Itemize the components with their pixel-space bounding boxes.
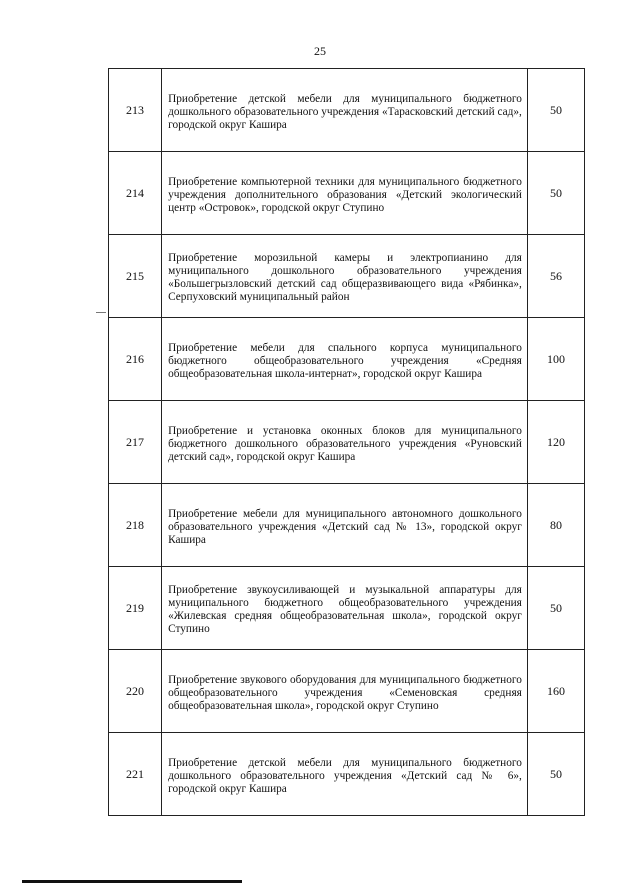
row-number: 216: [109, 318, 162, 401]
row-amount: 120: [527, 401, 584, 484]
row-number: 213: [109, 69, 162, 152]
table-row: [109, 152, 585, 235]
row-description: Приобретение мебели для спального корпуса муниципального бюджетного общеобразовательного учреждения «Средняя общеобразовательная школа-интернат», городской округ Кашира: [168, 341, 522, 380]
row-description-cell: [162, 318, 528, 401]
items-table-body: [109, 69, 585, 816]
row-description: Приобретение морозильной камеры и электропианино для муниципального дошкольного образовательного учреждения «Большегрызловский детский сад общеразвивающего вида «Рябинка», Серпуховский муниципальный район: [168, 252, 522, 303]
table-row: [109, 650, 585, 733]
margin-mark: [96, 312, 106, 313]
row-amount: 160: [527, 650, 584, 733]
row-amount: 50: [527, 567, 584, 650]
table-row: [109, 318, 585, 401]
table-row: [109, 69, 585, 152]
row-description: Приобретение компьютерной техники для муниципального бюджетного учреждения дополнительного образования «Детский экологический центр «Островок», городской округ Ступино: [168, 175, 522, 214]
row-amount: 50: [527, 733, 584, 816]
row-description-cell: [162, 401, 528, 484]
row-number: 219: [109, 567, 162, 650]
footer-rule: [22, 880, 242, 883]
row-number: 217: [109, 401, 162, 484]
row-description: Приобретение звукового оборудования для муниципального бюджетного общеобразовательного учреждения «Семеновская средняя общеобразовательная школа», городской округ Ступино: [168, 673, 522, 712]
row-description: Приобретение мебели для муниципального автономного дошкольного образовательного учреждения «Детский сад № 13», городской округ Кашира: [168, 507, 522, 546]
row-description: Приобретение и установка оконных блоков для муниципального бюджетного дошкольного образовательного учреждения «Руновский детский сад», городской округ Кашира: [168, 424, 522, 463]
table-row: [109, 484, 585, 567]
row-amount: 80: [527, 484, 584, 567]
row-amount: 50: [527, 69, 584, 152]
items-table: [108, 68, 585, 816]
row-number: 214: [109, 152, 162, 235]
table-row: [109, 235, 585, 318]
row-description-cell: [162, 484, 528, 567]
row-description-cell: [162, 69, 528, 152]
row-description-cell: [162, 650, 528, 733]
table-row: [109, 567, 585, 650]
row-description: Приобретение звукоусиливающей и музыкальной аппаратуры для муниципального бюджетного общеобразовательного учреждения «Жилевская средняя общеобразовательная школа», городской округ Ступино: [168, 584, 522, 635]
row-description-cell: [162, 235, 528, 318]
row-description: Приобретение детской мебели для муниципального бюджетного дошкольного образовательного учреждения «Детский сад № 6», городской округ Кашира: [168, 756, 522, 795]
row-description: Приобретение детской мебели для муниципального бюджетного дошкольного образовательного учреждения «Тарасковский детский сад», городской округ Кашира: [168, 92, 522, 131]
table-row: [109, 401, 585, 484]
row-amount: 100: [527, 318, 584, 401]
row-number: 215: [109, 235, 162, 318]
row-number: 221: [109, 733, 162, 816]
row-number: 220: [109, 650, 162, 733]
table-row: [109, 733, 585, 816]
row-amount: 56: [527, 235, 584, 318]
row-description-cell: [162, 152, 528, 235]
row-description-cell: [162, 567, 528, 650]
page-number: 25: [314, 44, 326, 58]
row-amount: 50: [527, 152, 584, 235]
row-number: 218: [109, 484, 162, 567]
row-description-cell: [162, 733, 528, 816]
